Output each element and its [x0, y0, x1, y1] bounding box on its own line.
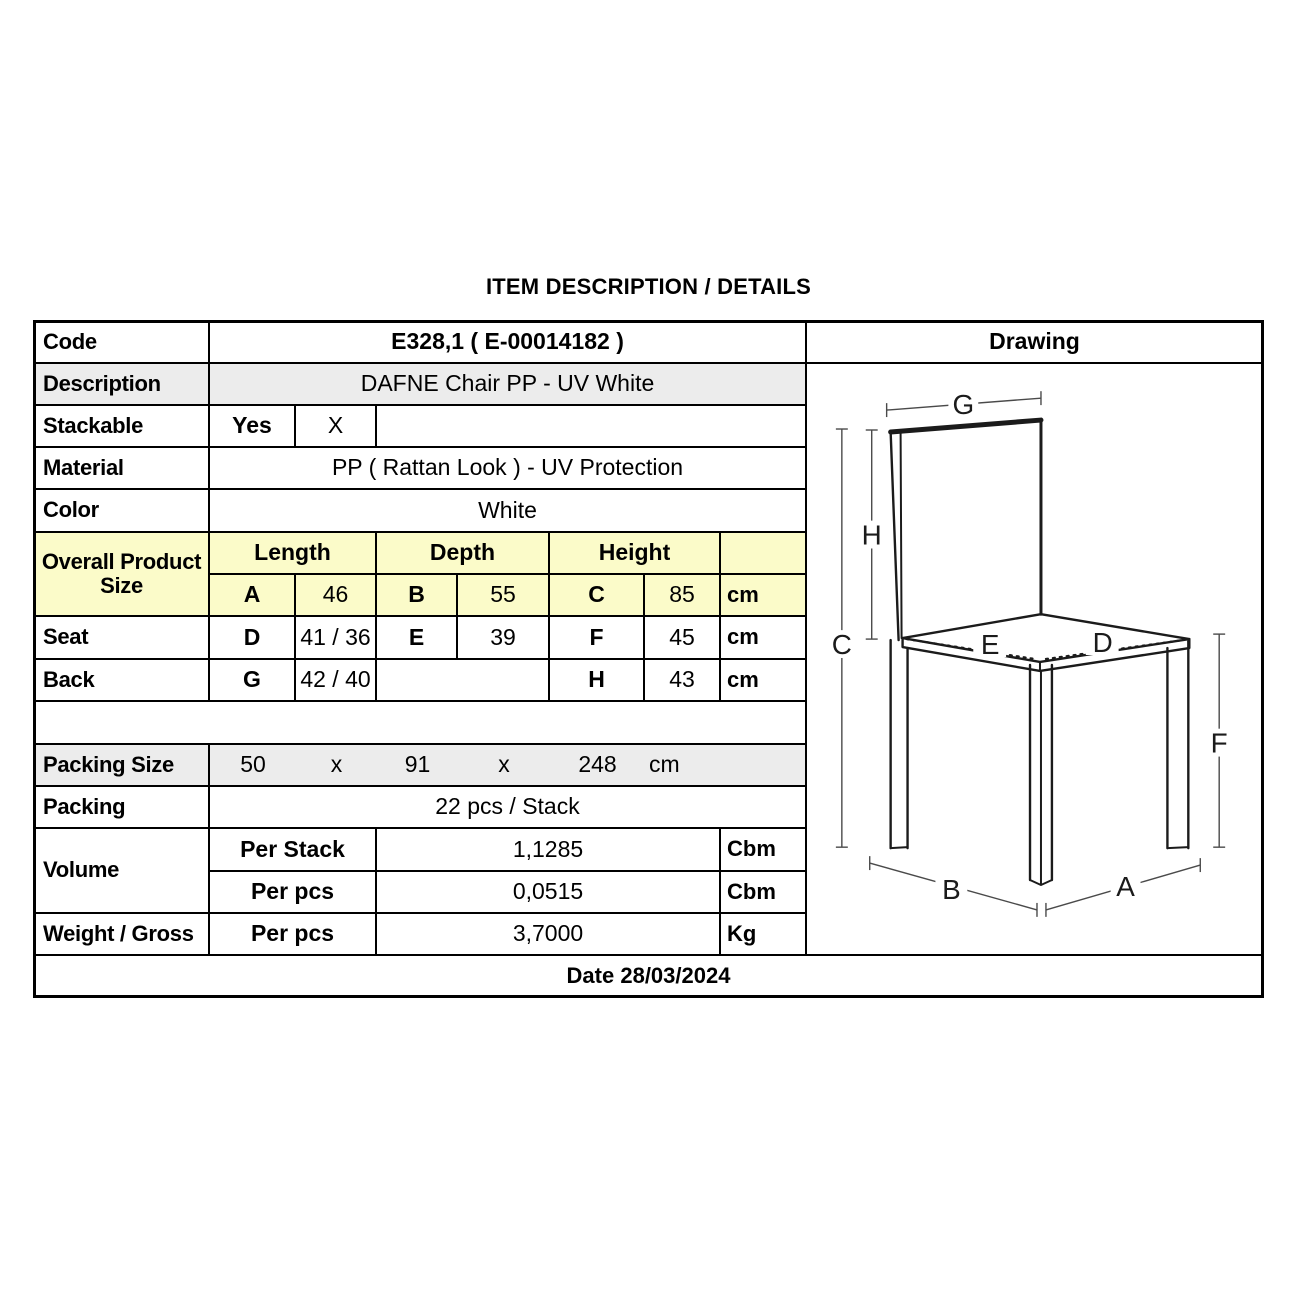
- dim-a-value: 46: [294, 573, 377, 617]
- chair-outline: [891, 420, 1190, 885]
- seat-label: Seat: [33, 615, 210, 660]
- overall-product-size-label-line2: Size: [100, 573, 143, 598]
- packing-size-value: [208, 743, 807, 787]
- packing-size-width: 50: [240, 751, 266, 778]
- dim-d-key: D: [208, 615, 296, 660]
- color-label: Color: [33, 488, 210, 533]
- weight-value: 3,7000: [375, 912, 721, 956]
- height-header: Height: [548, 531, 721, 575]
- weight-per-pcs-label: Per pcs: [208, 912, 377, 956]
- unit-header-empty: [719, 531, 807, 575]
- dim-c-key: C: [548, 573, 645, 617]
- back-empty: [375, 658, 550, 702]
- weight-label: Weight / Gross: [33, 912, 210, 956]
- back-label: Back: [33, 658, 210, 702]
- volume-per-pcs-value: 0,0515: [375, 870, 721, 914]
- code-value: E328,1 ( E-00014182 ): [208, 320, 807, 364]
- depth-header: Depth: [375, 531, 550, 575]
- seat-unit: cm: [719, 615, 807, 660]
- chair-drawing: [807, 364, 1262, 954]
- volume-per-stack-value: 1,1285: [375, 827, 721, 872]
- packing-size-x2: x: [498, 751, 510, 778]
- label-e: E: [980, 629, 1000, 661]
- page-title: ITEM DESCRIPTION / DETAILS: [485, 274, 812, 299]
- label-a: A: [1116, 870, 1135, 902]
- drawing-cell: [805, 362, 1264, 956]
- packing-value: 22 pcs / Stack: [208, 785, 807, 829]
- material-value: PP ( Rattan Look ) - UV Protection: [208, 446, 807, 490]
- stackable-mark: X: [294, 404, 377, 448]
- back-unit: cm: [719, 658, 807, 702]
- dim-b-value: 55: [456, 573, 550, 617]
- drawing-header: Drawing: [805, 320, 1264, 364]
- material-label: Material: [33, 446, 210, 490]
- label-c: C: [831, 629, 852, 661]
- stackable-yes: Yes: [208, 404, 296, 448]
- packing-size-label: Packing Size: [33, 743, 210, 787]
- dim-a-key: A: [208, 573, 296, 617]
- length-header: Length: [208, 531, 377, 575]
- label-f: F: [1210, 727, 1228, 759]
- overall-product-size-label: [33, 531, 210, 617]
- volume-per-stack-unit: Cbm: [719, 827, 807, 872]
- dim-f-key: F: [548, 615, 645, 660]
- packing-label: Packing: [33, 785, 210, 829]
- volume-per-pcs-unit: Cbm: [719, 870, 807, 914]
- overall-unit: cm: [719, 573, 807, 617]
- dim-e-key: E: [375, 615, 458, 660]
- packing-size-depth: 91: [404, 751, 431, 778]
- spacer-row: [33, 700, 807, 745]
- dim-f-value: 45: [643, 615, 721, 660]
- dim-g-key: G: [208, 658, 296, 702]
- weight-unit: Kg: [719, 912, 807, 956]
- packing-size-x1: x: [330, 751, 343, 778]
- dim-h-value: 43: [643, 658, 721, 702]
- dim-g-value: 42 / 40: [294, 658, 377, 702]
- description-value: DAFNE Chair PP - UV White: [208, 362, 807, 406]
- code-label: Code: [33, 320, 210, 364]
- label-d: D: [1092, 627, 1113, 659]
- date-row: Date 28/03/2024: [33, 954, 1264, 998]
- dim-b-key: B: [375, 573, 458, 617]
- color-value: White: [208, 488, 807, 533]
- dim-d-value: 41 / 36: [294, 615, 377, 660]
- label-b: B: [942, 873, 961, 905]
- stackable-empty: [375, 404, 807, 448]
- dim-h-key: H: [548, 658, 645, 702]
- dim-c-value: 85: [643, 573, 721, 617]
- stackable-label: Stackable: [33, 404, 210, 448]
- dim-e-value: 39: [456, 615, 550, 660]
- label-h: H: [861, 519, 882, 551]
- volume-per-stack-label: Per Stack: [208, 827, 377, 872]
- overall-product-size-label-line1: Overall Product: [41, 548, 202, 574]
- label-g: G: [952, 389, 975, 421]
- volume-per-pcs-label: Per pcs: [208, 870, 377, 914]
- packing-size-unit: cm: [649, 751, 680, 778]
- packing-size-height: 248: [578, 751, 617, 778]
- volume-label: Volume: [33, 827, 210, 914]
- description-label: Description: [33, 362, 210, 406]
